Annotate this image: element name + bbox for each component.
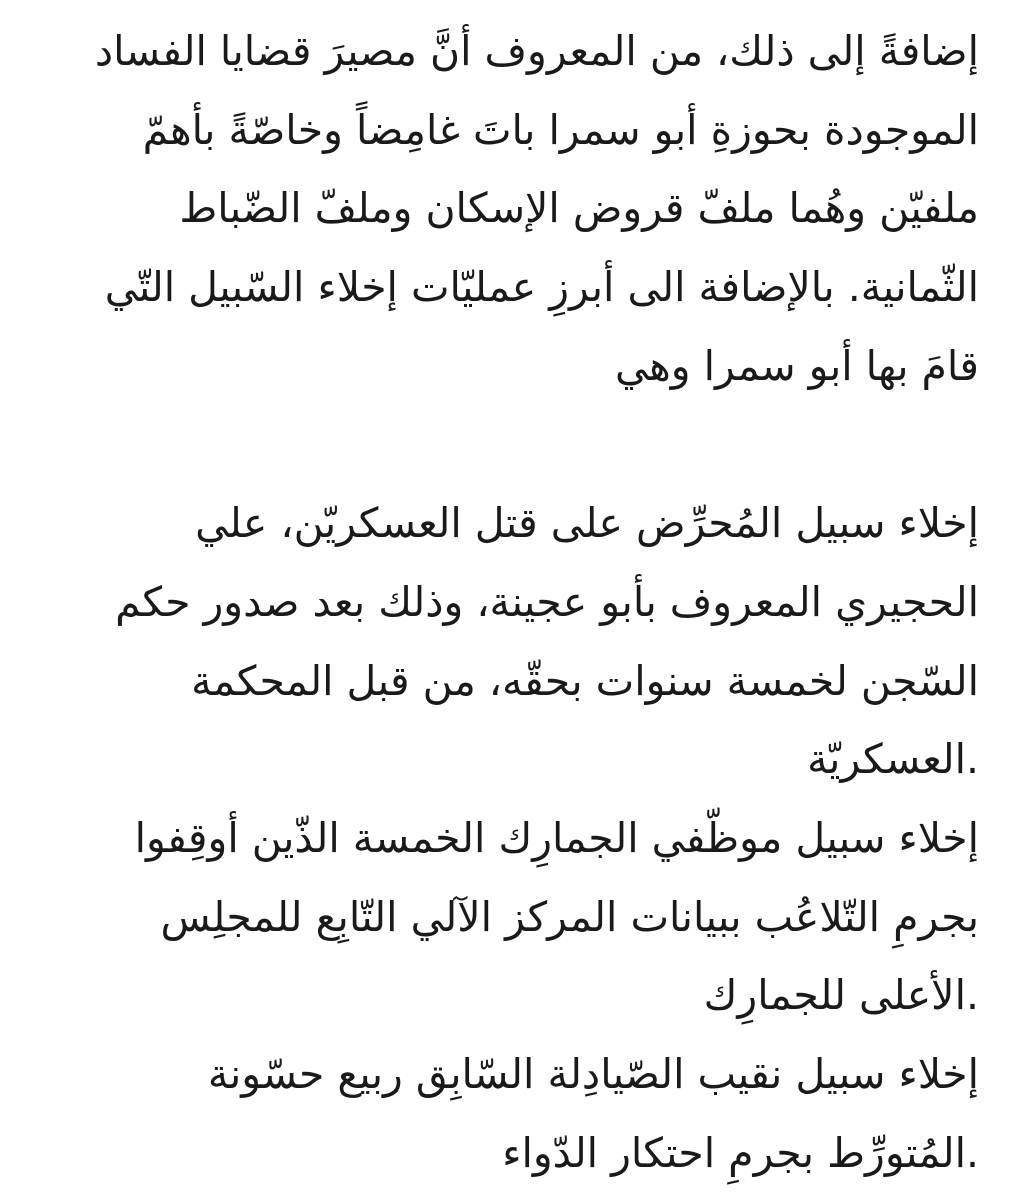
intro-paragraph: [30, 12, 979, 405]
paragraph-gap: [30, 405, 979, 484]
text-line: ملفيّن وهُما ملفّ قروض الإسكان وملفّ الضّباط: [179, 184, 979, 233]
list-paragraph: [30, 484, 979, 1192]
text-line: إخلاء سبيل نقيب الصّيادِلة السّابِق ربيع حسّونة: [207, 1049, 979, 1098]
text-line: .الأعلى للجمارِك: [703, 971, 979, 1020]
text-line: .العسكريّة: [807, 735, 979, 784]
text-line: السّجن لخمسة سنوات بحقّه، من قبل المحكمة: [191, 656, 979, 705]
text-line: إخلاء سبيل موظّفي الجمارِك الخمسة الذّين أوقِفوا: [134, 813, 979, 862]
text-line: .المُتورِّط بجرمِ احتكار الدّواء: [502, 1128, 979, 1177]
text-line: الموجودة بحوزةِ أبو سمرا باتَ غامِضاً وخاصّةً بأهمّ: [142, 105, 979, 154]
text-line: إخلاء سبيل المُحرِّض على قتل العسكريّن، علي: [195, 499, 979, 548]
text-line: قامَ بها أبو سمرا وهي: [614, 341, 979, 390]
text-line: بجرمِ التّلاعُب ببيانات المركز الآلي التّابِع للمجلِس: [160, 892, 979, 941]
text-line: الثّمانية. بالإضافة الى أبرزِ عمليّات إخلاء السّبيل التّي: [104, 263, 979, 312]
text-line: الحجيري المعروف بأبو عجينة، وذلك بعد صدور حكم: [115, 577, 979, 626]
text-line: إضافةً إلى ذلك، من المعروف أنَّ مصيرَ قضايا الفساد: [94, 27, 979, 75]
